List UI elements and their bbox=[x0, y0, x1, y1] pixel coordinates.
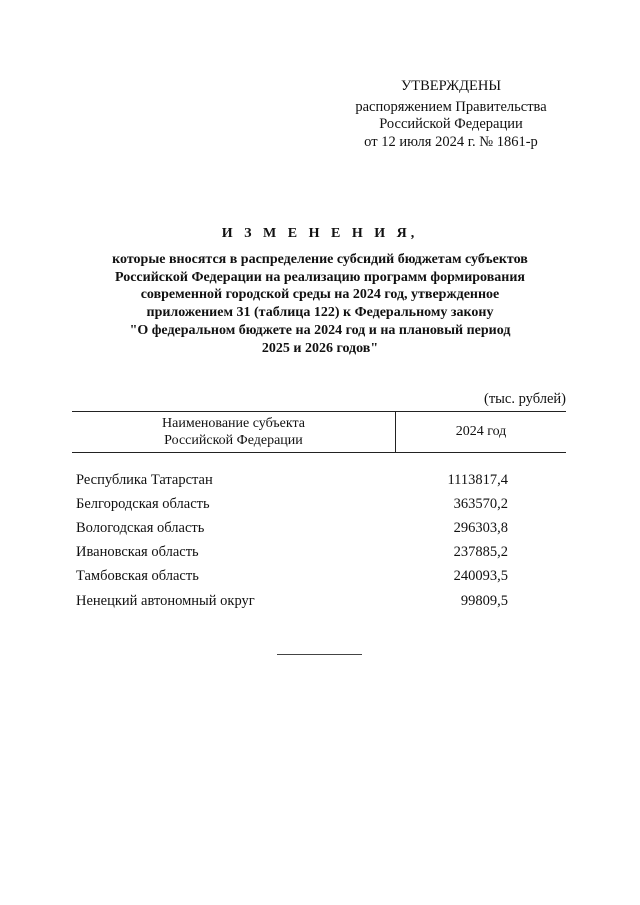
column-header-name-line: Российской Федерации bbox=[164, 433, 303, 448]
approval-title: УТВЕРЖДЕНЫ bbox=[400, 78, 502, 94]
region-name: Тамбовская область bbox=[76, 568, 199, 585]
region-name: Республика Татарстан bbox=[76, 471, 213, 488]
table-row bbox=[76, 492, 566, 516]
approval-line: Российской Федерации bbox=[379, 116, 523, 132]
document-heading bbox=[60, 226, 580, 357]
document-title: И З М Е Н Е Н И Я, bbox=[221, 226, 419, 241]
approval-date-line: от 12 июля 2024 г. № 1861-р bbox=[364, 133, 538, 150]
region-name: Ненецкий автономный округ bbox=[76, 592, 255, 609]
subsidy-value: 99809,5 bbox=[460, 592, 508, 609]
closing-divider bbox=[277, 654, 362, 655]
subsidy-value: 240093,5 bbox=[453, 568, 508, 585]
subtitle-line: 2025 и 2026 годов" bbox=[261, 340, 379, 356]
region-name: Белгородская область bbox=[76, 495, 210, 512]
document-subtitle bbox=[60, 251, 580, 357]
table-row bbox=[76, 468, 566, 492]
approval-line: распоряжением Правительства bbox=[355, 98, 547, 115]
subtitle-line: "О федеральном бюджете на 2024 год и на плановый период bbox=[129, 322, 511, 338]
subsidy-value: 1113817,4 bbox=[447, 471, 508, 488]
region-name: Вологодская область bbox=[76, 519, 205, 536]
subtitle-line: современной городской среды на 2024 год, утвержденное bbox=[140, 287, 500, 303]
subtitle-line: Российской Федерации на реализацию программ формирования bbox=[115, 269, 525, 285]
subsidy-value: 363570,2 bbox=[453, 495, 508, 512]
subsidy-value: 237885,2 bbox=[453, 544, 508, 561]
approval-block bbox=[340, 78, 562, 151]
table-body bbox=[76, 468, 566, 613]
column-header-name-line: Наименование субъекта bbox=[162, 416, 305, 431]
table-row bbox=[76, 589, 566, 613]
subtitle-line: которые вносятся в распределение субсидий бюджетам субъектов bbox=[112, 252, 528, 267]
table-row bbox=[76, 516, 566, 540]
subsidy-value: 296303,8 bbox=[453, 519, 508, 536]
units-label: (тыс. рублей) bbox=[484, 391, 566, 407]
region-name: Ивановская область bbox=[76, 544, 199, 561]
table-row bbox=[76, 541, 566, 565]
table-header bbox=[72, 411, 566, 453]
subtitle-line: приложением 31 (таблица 122) к Федеральному закону bbox=[146, 305, 494, 321]
table-row bbox=[76, 565, 566, 589]
column-header-year: 2024 год bbox=[455, 424, 507, 439]
column-header-name bbox=[72, 412, 396, 452]
